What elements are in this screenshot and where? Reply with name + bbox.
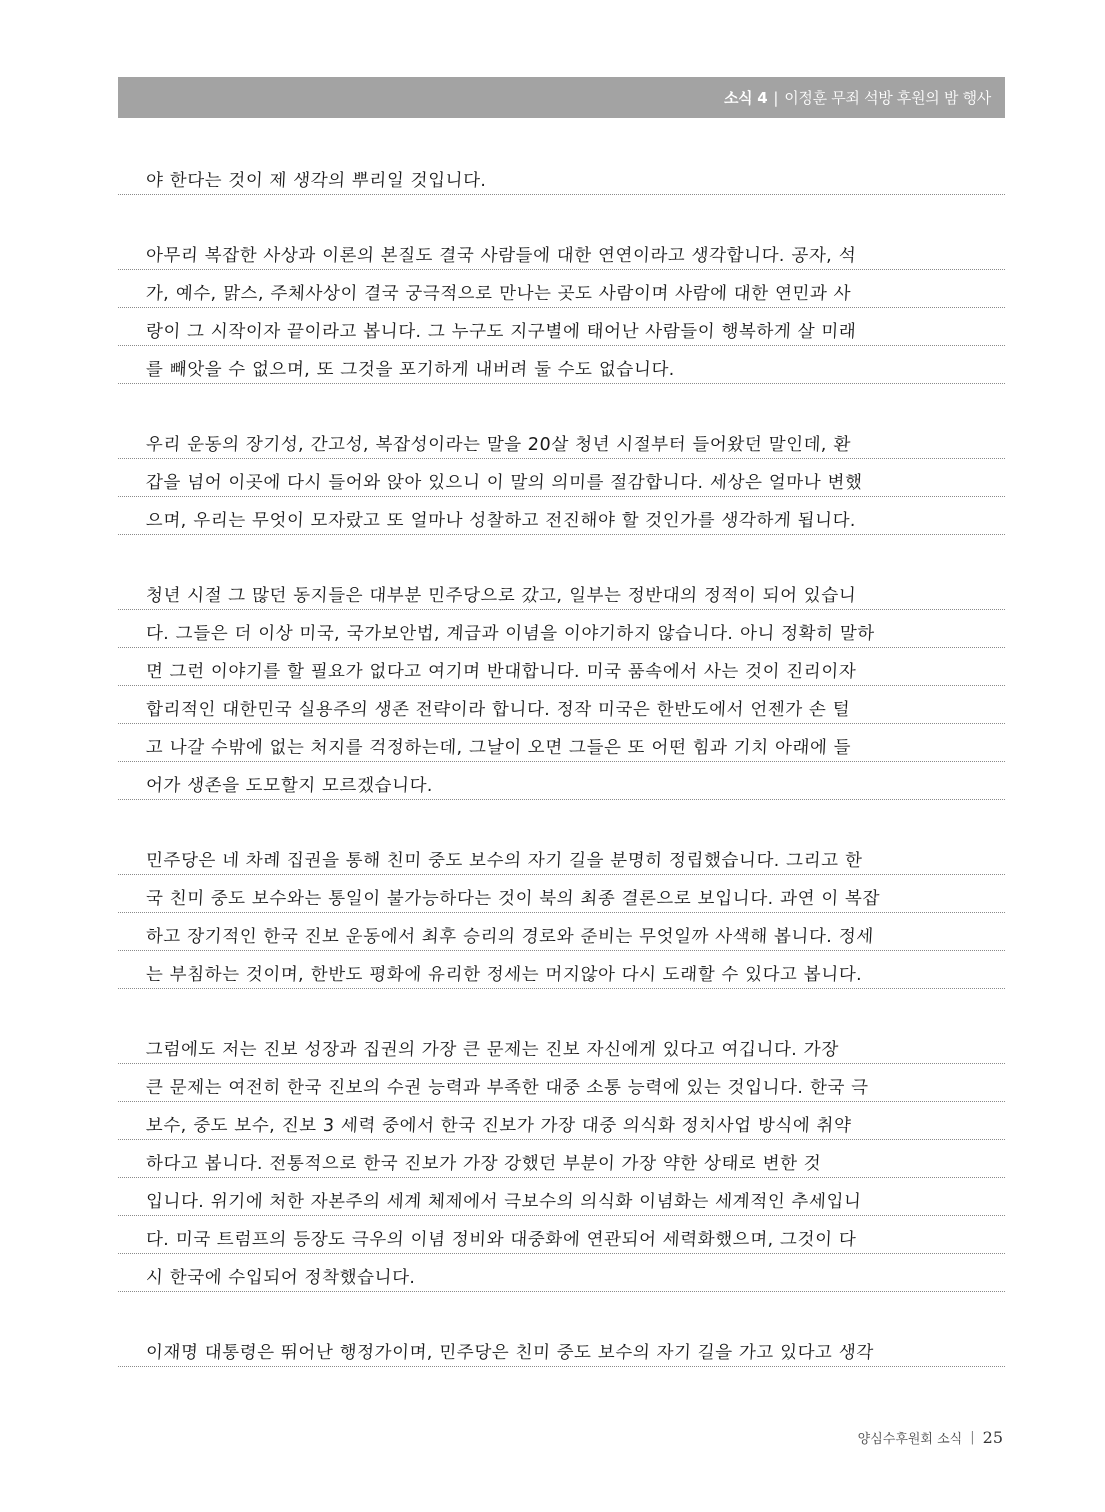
handwritten-text-line: 민주당은 네 차례 집권을 통해 친미 중도 보수의 자기 길을 분명히 정립했습니다. 그리고 한: [145, 851, 863, 871]
handwritten-text-line: 하고 장기적인 한국 진보 운동에서 최후 승리의 경로와 준비는 무엇일까 사색해 봅니다. 정세: [145, 927, 875, 947]
ruled-line: [118, 762, 1005, 800]
ruled-line: [118, 346, 1005, 384]
ruled-line: [118, 837, 1005, 875]
page-footer: [858, 1428, 1003, 1447]
ruled-line: [118, 951, 1005, 989]
handwritten-text-line: 갑을 넘어 이곳에 다시 들어와 앉아 있으니 이 말의 의미를 절감합니다. 세상은 얼마나 변했: [145, 473, 863, 493]
handwritten-text-line: 그럼에도 저는 진보 성장과 집권의 가장 큰 문제는 진보 자신에게 있다고 여깁니다. 가장: [145, 1040, 840, 1060]
ruled-line: [118, 1254, 1005, 1292]
page-number: 25: [982, 1428, 1003, 1447]
ruled-line: [118, 232, 1005, 270]
handwritten-text-line: 를 빼앗을 수 없으며, 또 그것을 포기하게 내버려 둘 수도 없습니다.: [145, 360, 676, 380]
handwritten-text-line: 다. 미국 트럼프의 등장도 극우의 이념 정비와 대중화에 연관되어 세력화했으며, 그것이 다: [145, 1230, 857, 1250]
handwritten-text-line: 국 친미 중도 보수와는 통일이 불가능하다는 것이 북의 최종 결론으로 보입니다. 과연 이 복잡: [145, 889, 881, 909]
handwritten-text-line: 큰 문제는 여전히 한국 진보의 수권 능력과 부족한 대중 소통 능력에 있는 것입니다. 한국 극: [145, 1078, 870, 1098]
footer-separator: |: [970, 1430, 975, 1445]
header-bar: [118, 77, 1005, 118]
ruled-line: [118, 648, 1005, 686]
paragraph: [118, 1026, 1005, 1292]
ruled-line: [118, 875, 1005, 913]
ruled-line: [118, 724, 1005, 762]
paragraph: [118, 421, 1005, 535]
ruled-line: [118, 459, 1005, 497]
paragraph: [118, 572, 1005, 800]
ruled-line: [118, 1329, 1005, 1367]
handwritten-text-line: 는 부침하는 것이며, 한반도 평화에 유리한 정세는 머지않아 다시 도래할 수 있다고 봅니다.: [145, 965, 863, 985]
handwritten-text-line: 랑이 그 시작이자 끝이라고 봅니다. 그 누구도 지구별에 태어난 사람들이 행복하게 살 미래: [145, 322, 857, 342]
ruled-line: [118, 1178, 1005, 1216]
paragraph: [118, 232, 1005, 384]
handwritten-text-line: 합리적인 대한민국 실용주의 생존 전략이라 합니다. 정작 미국은 한반도에서 언젠가 손 털: [145, 700, 851, 720]
ruled-line: [118, 913, 1005, 951]
header-separator: |: [773, 88, 779, 107]
ruled-line: [118, 1102, 1005, 1140]
handwritten-letter-body: [118, 157, 1005, 1404]
ruled-line: [118, 686, 1005, 724]
ruled-line: [118, 421, 1005, 459]
handwritten-text-line: 어가 생존을 도모할지 모르겠습니다.: [145, 776, 434, 796]
handwritten-text-line: 보수, 중도 보수, 진보 3 세력 중에서 한국 진보가 가장 대중 의식화 정치사업 방식에 취약: [145, 1116, 852, 1136]
handwritten-text-line: 입니다. 위기에 처한 자본주의 세계 체제에서 극보수의 의식화 이념화는 세계적인 추세입니: [145, 1192, 862, 1212]
handwritten-text-line: 하다고 봅니다. 전통적으로 한국 진보가 가장 강했던 부분이 가장 약한 상태로 변한 것: [145, 1154, 822, 1174]
ruled-line: [118, 308, 1005, 346]
ruled-line: [118, 157, 1005, 195]
handwritten-text-line: 아무리 복잡한 사상과 이론의 본질도 결국 사람들에 대한 연연이라고 생각합니다. 공자, 석: [145, 246, 857, 266]
ruled-line: [118, 1140, 1005, 1178]
handwritten-text-line: 야 한다는 것이 제 생각의 뿌리일 것입니다.: [145, 171, 488, 191]
handwritten-text-line: 으며, 우리는 무엇이 모자랐고 또 얼마나 성찰하고 전진해야 할 것인가를 생각하게 됩니다.: [145, 511, 857, 531]
ruled-line: [118, 610, 1005, 648]
handwritten-text-line: 시 한국에 수입되어 정착했습니다.: [145, 1268, 417, 1288]
handwritten-text-line: 고 나갈 수밖에 없는 처지를 걱정하는데, 그날이 오면 그들은 또 어떤 힘과 기치 아래에 들: [145, 738, 852, 758]
article-title: 이정훈 무죄 석방 후원의 밤 행사: [784, 89, 991, 107]
ruled-line: [118, 497, 1005, 535]
handwritten-text-line: 다. 그들은 더 이상 미국, 국가보안법, 계급과 이념을 이야기하지 않습니다. 아니 정확히 말하: [145, 624, 876, 644]
ruled-line: [118, 1064, 1005, 1102]
handwritten-text-line: 청년 시절 그 많던 동지들은 대부분 민주당으로 갔고, 일부는 정반대의 정적이 되어 있습니: [145, 586, 857, 606]
ruled-line: [118, 572, 1005, 610]
paragraph: [118, 837, 1005, 989]
handwritten-text-line: 가, 예수, 맑스, 주체사상이 결국 궁극적으로 만나는 곳도 사람이며 사람에 대한 연민과 사: [145, 284, 852, 304]
handwritten-text-line: 이재명 대통령은 뛰어난 행정가이며, 민주당은 친미 중도 보수의 자기 길을 가고 있다고 생각: [145, 1343, 875, 1363]
publication-name: 양심수후원회 소식: [857, 1432, 963, 1447]
ruled-line: [118, 1216, 1005, 1254]
handwritten-text-line: 우리 운동의 장기성, 간고성, 복잡성이라는 말을 20살 청년 시절부터 들어왔던 말인데, 환: [145, 435, 852, 455]
ruled-line: [118, 1026, 1005, 1064]
paragraph: [118, 1329, 1005, 1367]
section-label: 소식 4: [723, 89, 768, 107]
handwritten-text-line: 면 그런 이야기를 할 필요가 없다고 여기며 반대합니다. 미국 품속에서 사는 것이 진리이자: [145, 662, 857, 682]
paragraph: [118, 157, 1005, 195]
ruled-line: [118, 270, 1005, 308]
